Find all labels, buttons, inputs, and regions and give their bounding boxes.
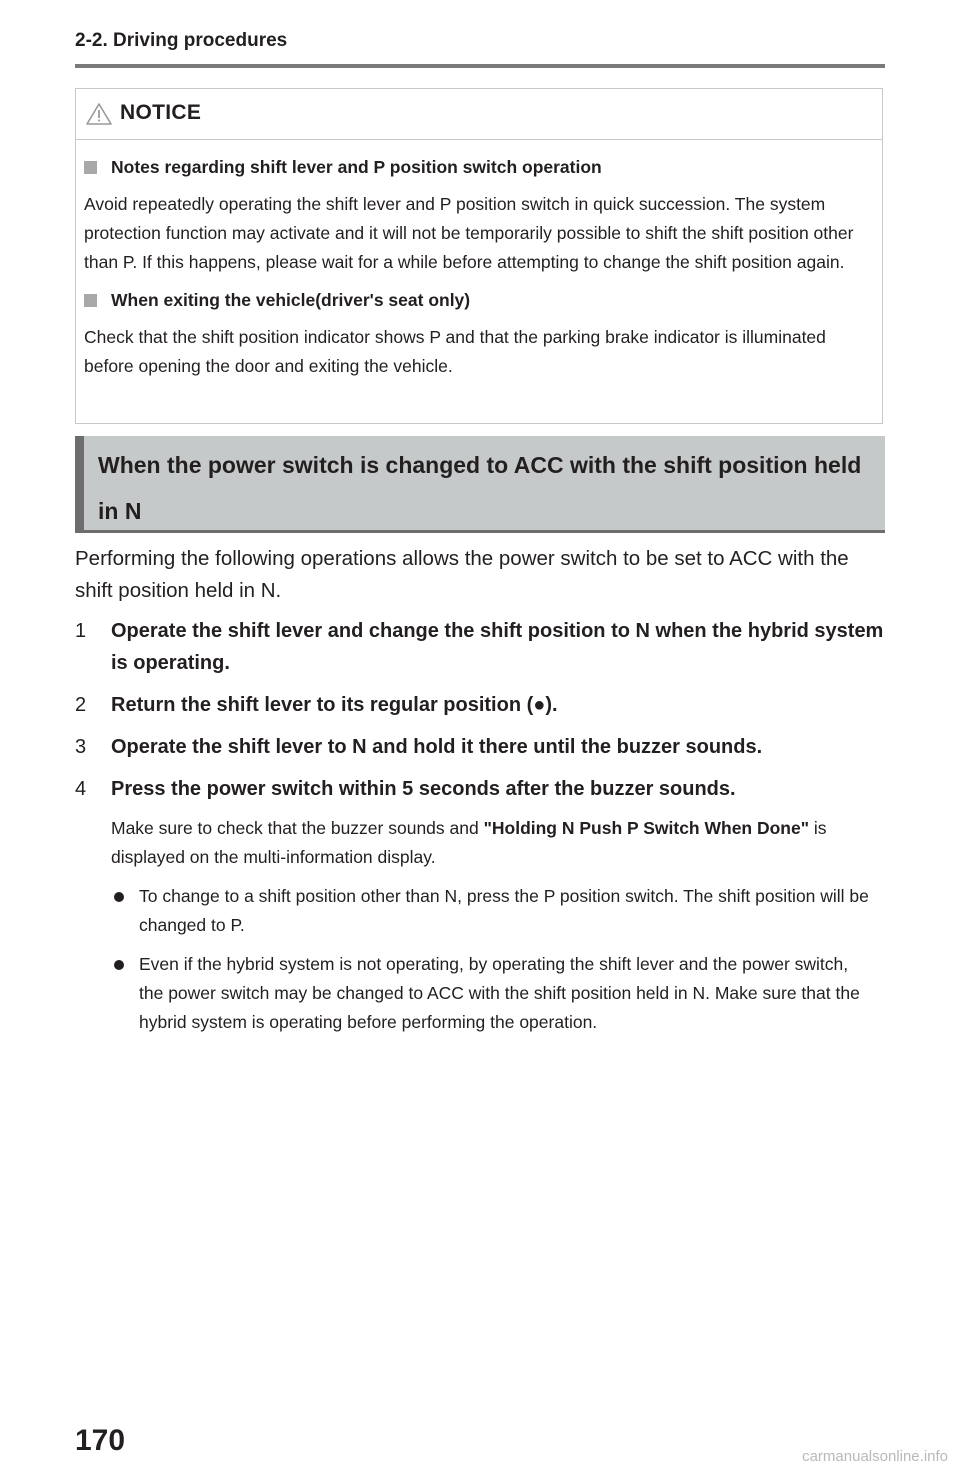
- step-number: 3: [75, 736, 87, 758]
- step-detail-note: [111, 814, 851, 872]
- section-title: When the power switch is changed to ACC with the shift position held in N: [98, 452, 862, 524]
- step-list: [75, 615, 885, 815]
- bullet-dot-icon: [114, 960, 124, 970]
- detail-text: is displayed on the multi-information display.: [111, 818, 827, 867]
- notice-title: NOTICE: [120, 101, 202, 124]
- breadcrumb: 2-2. Driving procedures: [75, 30, 288, 51]
- step-number: 2: [75, 694, 87, 716]
- step-text: Operate the shift lever and change the shift position to N when the hybrid system is operating.: [111, 620, 884, 674]
- bullet-list: [111, 882, 871, 1047]
- intro-paragraph: Performing the following operations allows the power switch to be set to ACC with the shift position held in N.: [75, 547, 849, 602]
- step-text: Return the shift lever to its regular position (●).: [111, 694, 558, 716]
- notice-subheading: [84, 285, 874, 315]
- step-number: 4: [75, 778, 87, 800]
- step-number: 1: [75, 620, 87, 642]
- header-divider: [75, 64, 885, 68]
- notice-paragraph: Avoid repeatedly operating the shift lever and P position switch in quick succession. The system protection function may activate and it will not be temporarily possible to shift the shift position other than P. If this happens, please wait for a while before attempting to change the shift position again.: [84, 194, 854, 272]
- square-bullet-icon: [84, 161, 97, 174]
- square-bullet-icon: [84, 294, 97, 307]
- warning-triangle-icon: [86, 103, 112, 125]
- notice-subheading-text: Notes regarding shift lever and P position switch operation: [111, 156, 602, 177]
- notice-header: [76, 89, 882, 140]
- detail-text: Make sure to check that the buzzer sounds and: [111, 818, 484, 838]
- bullet-item: [111, 950, 871, 1037]
- bullet-dot-icon: [114, 892, 124, 902]
- bullet-text: To change to a shift position other than N, press the P position switch. The shift position will be changed to P.: [139, 886, 869, 935]
- step-text: Operate the shift lever to N and hold it there until the buzzer sounds.: [111, 736, 763, 758]
- step-item: [75, 615, 885, 679]
- section-heading-box: [75, 436, 885, 533]
- notice-subheading: [84, 152, 874, 182]
- step-item: [75, 689, 885, 721]
- notice-subheading-text: When exiting the vehicle(driver's seat only): [111, 289, 471, 310]
- step-item: [75, 773, 885, 805]
- notice-body: [76, 140, 882, 381]
- notice-box: [75, 88, 883, 424]
- step-text: Press the power switch within 5 seconds after the buzzer sounds.: [111, 778, 736, 800]
- notice-paragraph: Check that the shift position indicator shows P and that the parking brake indicator is illuminated before opening the door and exiting the vehicle.: [84, 327, 826, 376]
- step-item: [75, 731, 885, 763]
- bullet-text: Even if the hybrid system is not operating, by operating the shift lever and the power switch, the power switch may be changed to ACC with the shift position held in N. Make sure that the hybrid system is operating before performing the operation.: [139, 954, 860, 1032]
- bullet-item: [111, 882, 871, 940]
- watermark: carmanualsonline.info: [802, 1448, 948, 1465]
- page-number: 170: [75, 1424, 126, 1457]
- display-message-text: "Holding N Push P Switch When Done": [483, 818, 810, 838]
